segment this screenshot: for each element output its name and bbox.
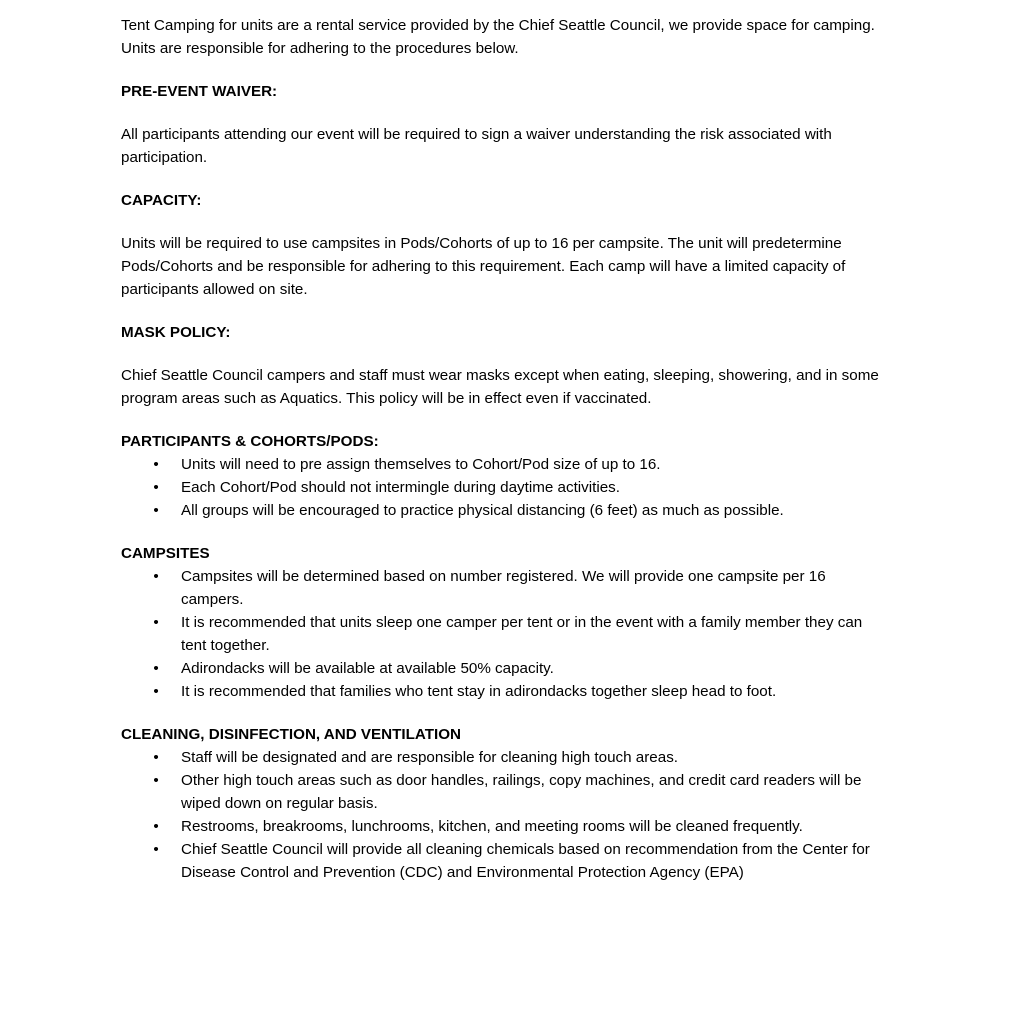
- list-item: [121, 611, 911, 657]
- list-item: [121, 838, 911, 884]
- capacity-heading: CAPACITY:: [121, 192, 202, 209]
- document-page: [121, 14, 911, 904]
- list-item-text: Each Cohort/Pod should not intermingle during daytime activities.: [181, 479, 620, 496]
- bullet-icon: •: [153, 660, 159, 677]
- list-item: [121, 657, 911, 680]
- bullet-icon: •: [153, 818, 159, 835]
- list-item-text: Campsites will be determined based on number registered. We will provide one campsite per 16 campers.: [181, 568, 826, 608]
- participants-list: [121, 453, 911, 522]
- list-item-text: Chief Seattle Council will provide all cleaning chemicals based on recommendation from the Center for Disease Control and Prevention (CDC) and Environmental Protection Agency (EPA): [181, 841, 870, 881]
- waiver-paragraph: All participants attending our event will be required to sign a waiver understanding the risk associated with participation.: [121, 126, 832, 166]
- list-item: [121, 680, 911, 703]
- bullet-icon: •: [153, 502, 159, 519]
- list-item-text: It is recommended that units sleep one camper per tent or in the event with a family member they can tent together.: [181, 614, 863, 654]
- bullet-icon: •: [153, 479, 159, 496]
- list-item-text: Restrooms, breakrooms, lunchrooms, kitchen, and meeting rooms will be cleaned frequently.: [181, 818, 803, 835]
- cleaning-list: [121, 746, 911, 884]
- list-item: [121, 476, 911, 499]
- list-item-text: Staff will be designated and are responsible for cleaning high touch areas.: [181, 749, 679, 766]
- mask-policy-heading: MASK POLICY:: [121, 324, 231, 341]
- list-item-text: Other high touch areas such as door handles, railings, copy machines, and credit card readers will be wiped down on regular basis.: [181, 772, 862, 812]
- capacity-paragraph: Units will be required to use campsites in Pods/Cohorts of up to 16 per campsite. The unit will predetermine Pods/Cohorts and be responsible for adhering to this requirement. Each camp will have a limited capacity of participants allowed on site.: [121, 235, 846, 298]
- campsites-heading: CAMPSITES: [121, 545, 210, 562]
- list-item: [121, 499, 911, 522]
- list-item-text: It is recommended that families who tent stay in adirondacks together sleep head to foot.: [181, 683, 777, 700]
- cleaning-heading: CLEANING, DISINFECTION, AND VENTILATION: [121, 726, 462, 743]
- list-item: [121, 565, 911, 611]
- list-item-text: Adirondacks will be available at available 50% capacity.: [181, 660, 554, 677]
- list-item: [121, 746, 911, 769]
- waiver-heading: PRE-EVENT WAIVER:: [121, 83, 278, 100]
- participants-heading: PARTICIPANTS & COHORTS/PODS:: [121, 433, 379, 450]
- bullet-icon: •: [153, 614, 159, 631]
- mask-policy-paragraph: Chief Seattle Council campers and staff must wear masks except when eating, sleeping, showering, and in some program areas such as Aquatics. This policy will be in effect even if vaccinated.: [121, 367, 879, 407]
- bullet-icon: •: [153, 841, 159, 858]
- bullet-icon: •: [153, 683, 159, 700]
- campsites-list: [121, 565, 911, 703]
- bullet-icon: •: [153, 568, 159, 585]
- bullet-icon: •: [153, 749, 159, 766]
- list-item: [121, 453, 911, 476]
- bullet-icon: •: [153, 772, 159, 789]
- intro-paragraph: Tent Camping for units are a rental service provided by the Chief Seattle Council, we provide space for camping. Units are responsible for adhering to the procedures below.: [121, 17, 875, 57]
- list-item: [121, 815, 911, 838]
- list-item: [121, 769, 911, 815]
- list-item-text: Units will need to pre assign themselves to Cohort/Pod size of up to 16.: [181, 456, 661, 473]
- list-item-text: All groups will be encouraged to practice physical distancing (6 feet) as much as possible.: [181, 502, 784, 519]
- bullet-icon: •: [153, 456, 159, 473]
